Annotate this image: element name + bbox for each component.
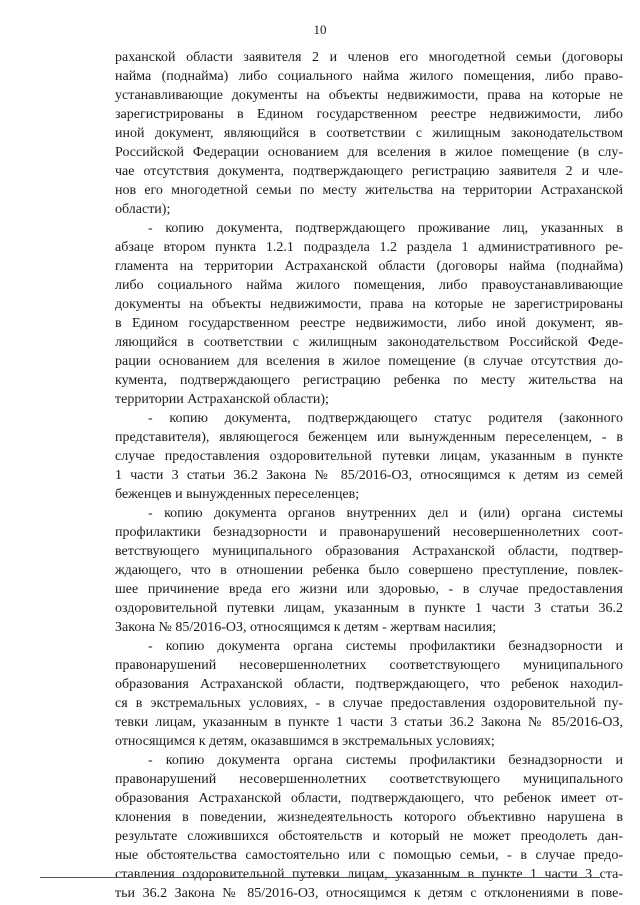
text-line: ляющийся в соответствии с жилищным законодательством Российской Феде-	[115, 335, 623, 350]
text-line: абзаце втором пункта 1.2.1 подраздела 1.2 раздела 1 административного ре-	[115, 240, 623, 255]
text-line: представителя), являющегося беженцем или вынужденным переселенцем, - в	[115, 430, 623, 445]
text-line: правонарушений несовершеннолетних соответствующего муниципального	[115, 658, 623, 673]
text-line: документы на объекты недвижимости, права на которые не зарегистрированы	[115, 297, 623, 312]
text-line: Закона № 85/2016-ОЗ, относящимся к детям - жертвам насилия;	[115, 620, 497, 635]
text-line: - копию документа органа системы профилактики безнадзорности и	[148, 753, 623, 768]
document-body-text	[115, 48, 623, 903]
text-line: относящимся к детям, оказавшимся в экстремальных условиях;	[115, 734, 495, 749]
text-line: Российской Федерации основанием для вселения в жилое помещение (в слу-	[115, 145, 623, 160]
text-line: - копию документа, подтверждающего статус родителя (законного	[148, 411, 623, 426]
text-line: образования Астраханской области, подтверждающего, что ребенок имеет от-	[115, 791, 623, 806]
text-line: образования Астраханской области, подтверждающего, что ребенок находил-	[115, 677, 623, 692]
text-line: клонения в поведении, жизнедеятельность которого объективно нарушена в	[115, 810, 623, 825]
text-line: ветствующего муниципального образования Астраханской области, подтвер-	[115, 544, 623, 559]
footer-rule	[40, 877, 600, 878]
text-line: гламента на территории Астраханской области (договоры найма (поднайма)	[115, 259, 623, 274]
text-line: - копию документа органа системы профилактики безнадзорности и	[148, 639, 623, 654]
text-line: территории Астраханской области);	[115, 392, 329, 407]
text-line: - копию документа, подтверждающего проживание лиц, указанных в	[148, 221, 623, 236]
text-line: кумента, подтверждающего регистрацию ребенка по месту жительства на	[115, 373, 623, 388]
text-line: профилактики безнадзорности и правонарушений несовершеннолетних соот-	[115, 525, 623, 540]
text-line: зарегистрированы в Едином государственном реестре недвижимости, либо	[115, 107, 623, 122]
text-line: ставления оздоровительной путевки лицам, указанным в пункте 1 части 3 ста-	[115, 867, 623, 882]
text-line: - копию документа органов внутренних дел и (или) органа системы	[148, 506, 623, 521]
text-line: случае предоставления оздоровительной путевки лицам, указанным в пункте	[115, 449, 623, 464]
text-line: либо социального найма жилого помещения, либо правоустанавливающие	[115, 278, 623, 293]
text-line: ждающего, что в отношении ребенка было совершено преступление, повлек-	[115, 563, 623, 578]
text-line: рации основанием для вселения в жилое помещение (в случае отсутствия до-	[115, 354, 623, 369]
text-line: в Едином государственном реестре недвижимости, либо иной документ, яв-	[115, 316, 623, 331]
text-line: нов его многодетной семьи по месту жительства на территории Астраханской	[115, 183, 623, 198]
text-line: шее причинение вреда его жизни или здоровью, - в случае предоставления	[115, 582, 623, 597]
text-line: оздоровительной путевки лицам, указанным в пункте 1 части 3 статьи 36.2	[115, 601, 623, 616]
text-line: ные обстоятельства самостоятельно или с помощью семьи, - в случае предо-	[115, 848, 623, 863]
text-line: тевки лицам, указанным в пункте 1 части 3 статьи 36.2 Закона № 85/2016-ОЗ,	[115, 715, 623, 730]
text-line: иной документ, являющийся в соответствии с жилищным законодательством	[115, 126, 623, 141]
text-line: результате сложившихся обстоятельств и который не может преодолеть дан-	[115, 829, 623, 844]
text-line: правонарушений несовершеннолетних соответствующего муниципального	[115, 772, 623, 787]
text-line: раханской области заявителя 2 и членов его многодетной семьи (договоры	[115, 50, 623, 65]
text-line: 1 части 3 статьи 36.2 Закона № 85/2016-ОЗ, относящимся к детям из семей	[115, 468, 623, 483]
text-line: устанавливающие документы на объекты недвижимости, права на которые не	[115, 88, 623, 103]
text-line: ся в экстремальных условиях, - в случае предоставления оздоровительной пу-	[115, 696, 623, 711]
text-line: чае отсутствия документа, подтверждающего регистрацию заявителя 2 и чле-	[115, 164, 623, 179]
page-number: 10	[313, 22, 327, 37]
text-line: найма (поднайма) либо социального найма жилого помещения, либо право-	[115, 69, 623, 84]
text-line: тьи 36.2 Закона № 85/2016-ОЗ, относящимся к детям с отклонениями в пове-	[115, 886, 623, 901]
text-line: области);	[115, 202, 171, 217]
text-line: беженцев и вынужденных переселенцев;	[115, 487, 360, 502]
